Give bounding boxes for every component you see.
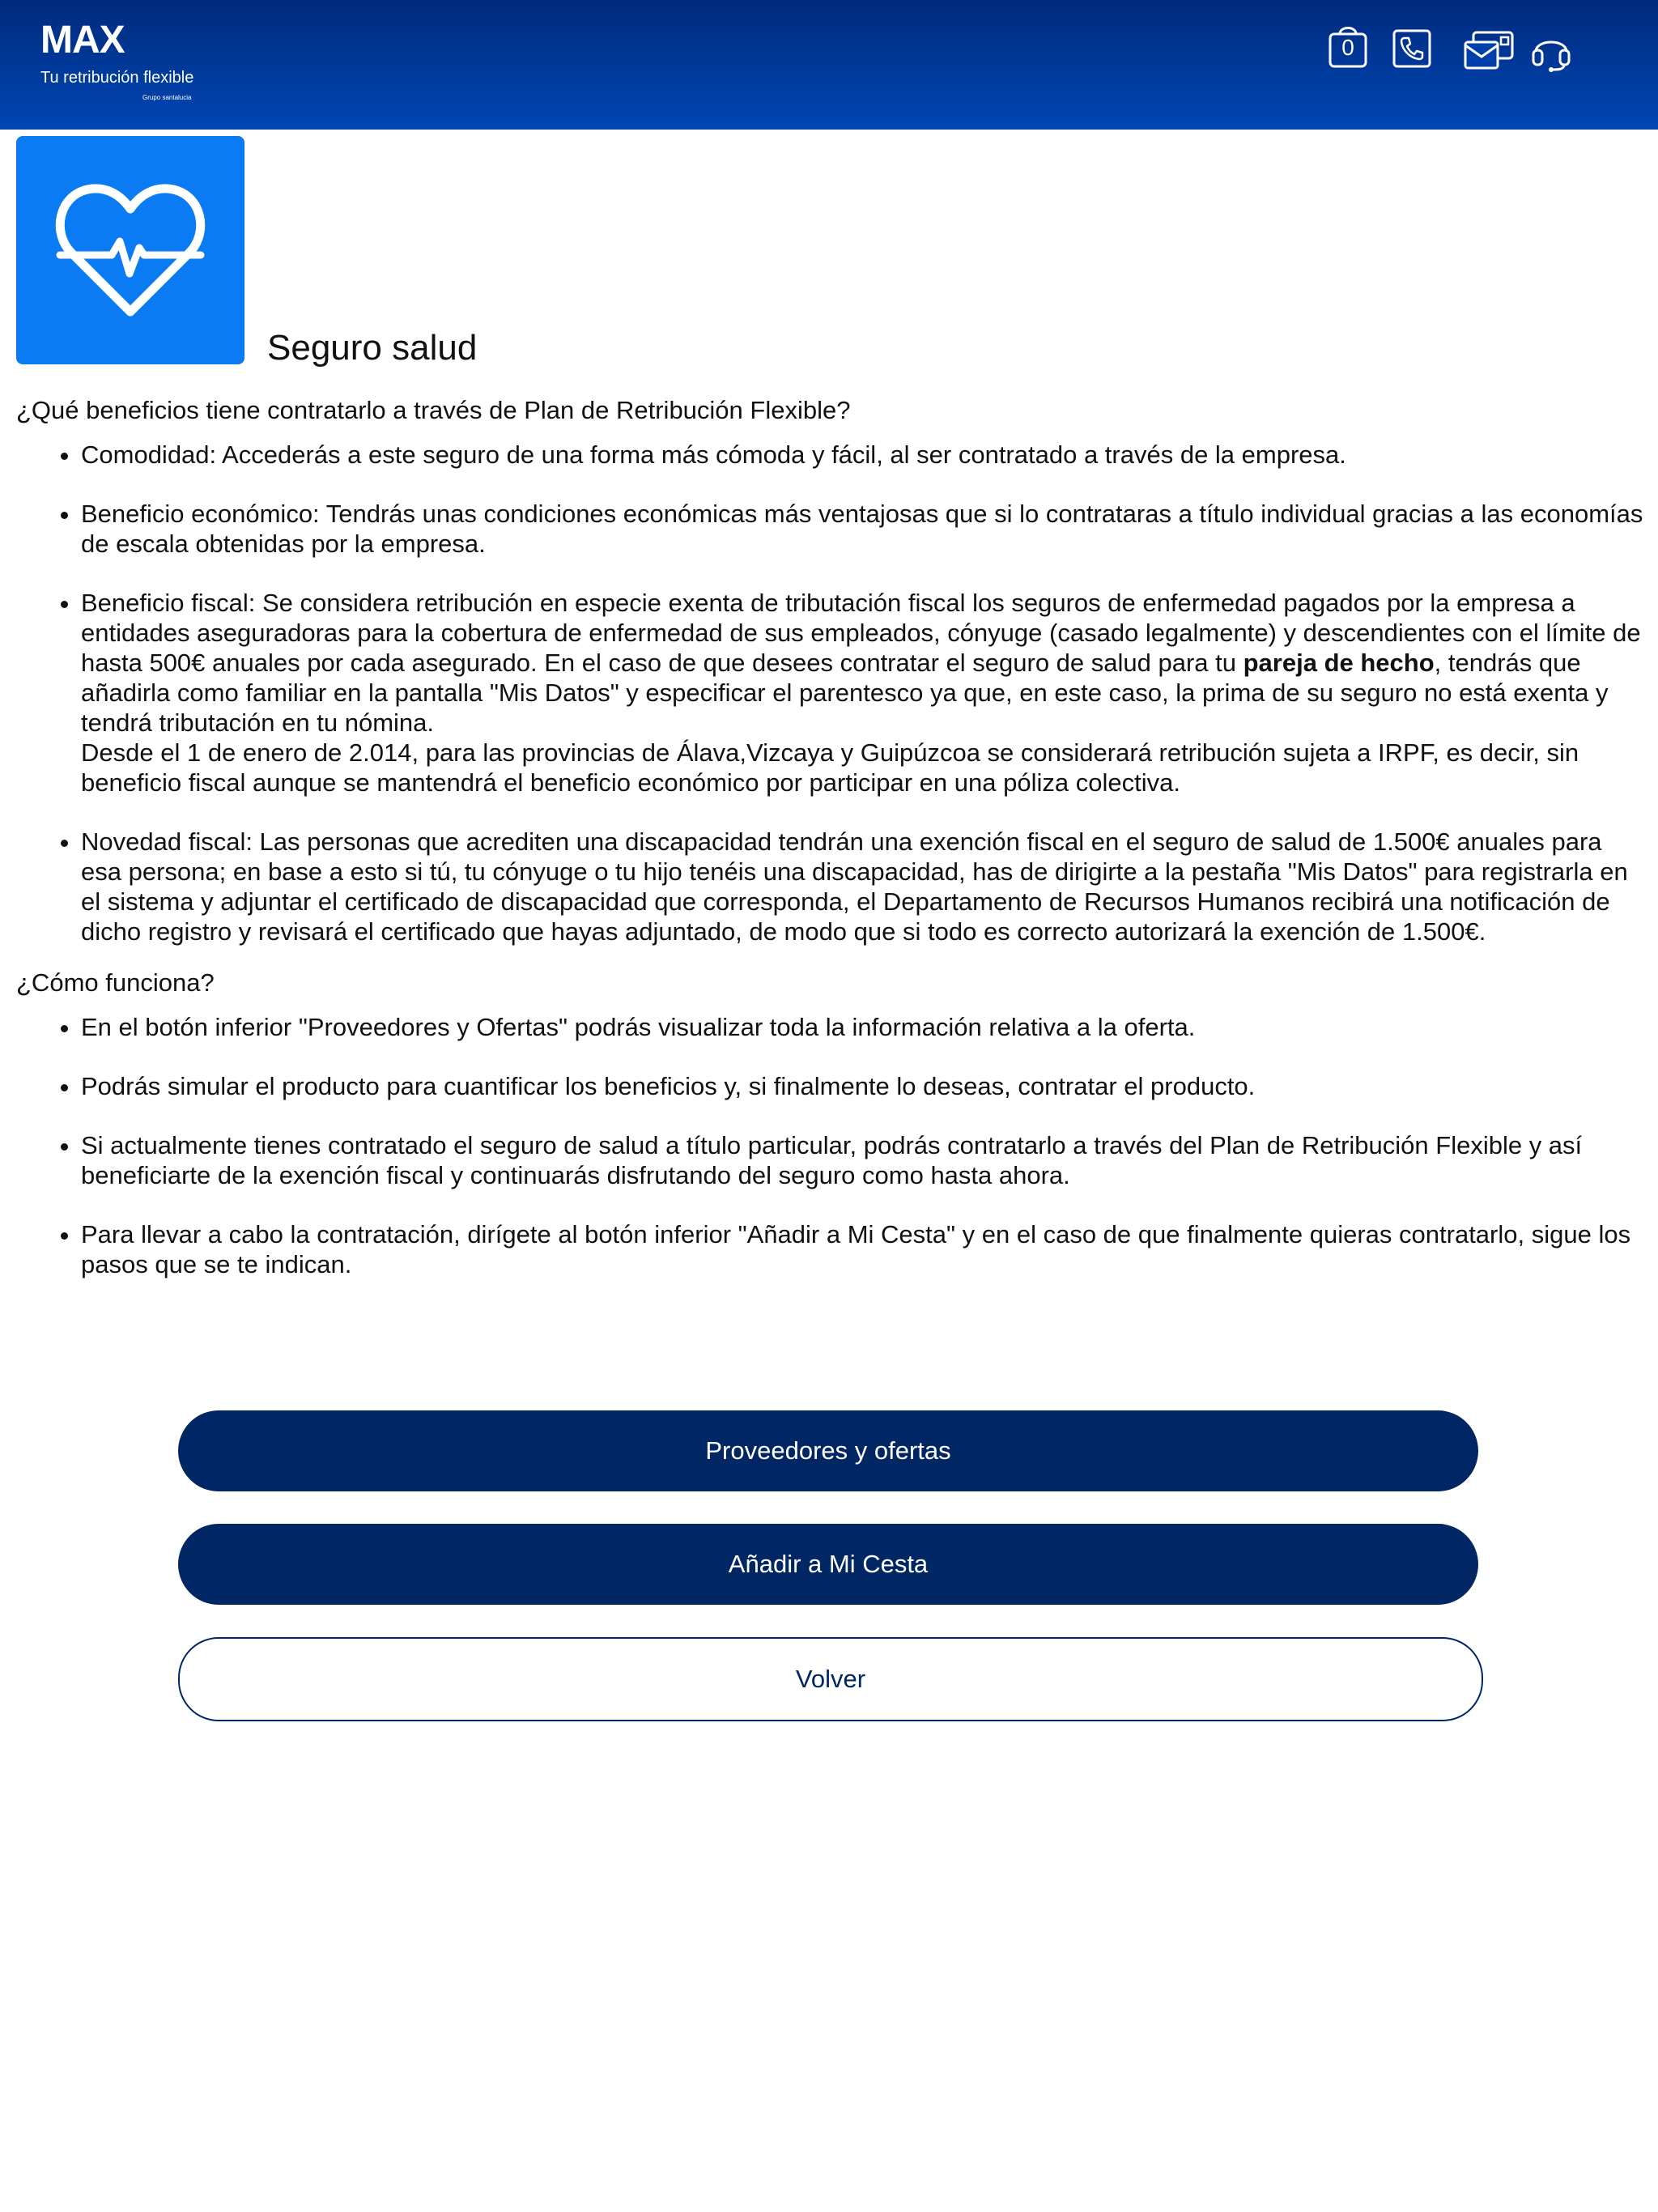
benefits-question: ¿Qué beneficios tiene contratarlo a través de Plan de Retribución Flexible? (16, 396, 851, 424)
how-question: ¿Cómo funciona? (16, 968, 215, 997)
providers-button[interactable]: Proveedores y ofertas (178, 1410, 1478, 1491)
phone-button[interactable] (1389, 26, 1435, 71)
list-item: • Comodidad: Accederás a este seguro de una forma más cómoda y fácil, al ser contratado a través de la empresa. (81, 440, 1643, 470)
logo-title[interactable]: MAX (40, 19, 125, 62)
list-item: • En el botón inferior "Proveedores y Ofertas" podrás visualizar toda la información relativa a la oferta. (81, 1012, 1643, 1042)
cart-count-badge: 0 (1341, 35, 1354, 60)
phone-icon (1389, 26, 1435, 71)
product-icon-tile (16, 136, 244, 364)
app-header (0, 0, 1658, 130)
back-button[interactable]: Volver (178, 1637, 1483, 1721)
support-headset-icon (1528, 28, 1574, 73)
product-description (16, 395, 1643, 1300)
cart-button[interactable] (1323, 21, 1373, 71)
logo-subtitle: Grupo santalucia (142, 94, 192, 101)
benefits-list (16, 440, 1643, 946)
fiscal-text-bold: pareja de hecho (1243, 649, 1435, 677)
list-item: • Podrás simular el producto para cuantificar los beneficios y, si finalmente lo deseas, contratar el producto. (81, 1071, 1643, 1101)
list-item: • Si actualmente tienes contratado el seguro de salud a título particular, podrás contratarlo a través del Plan de Retribución Flexible y así beneficiarte de la exención fiscal y continuarás disfrutando del seguro como hasta ahora. (81, 1130, 1643, 1190)
fiscal-text-start: Beneficio fiscal: Se considera retribución en especie exenta de tributación fiscal los seguros de enfermedad pagados por la empresa a entidades aseguradoras para la cobertura de enfermedad de sus empleados, cónyuge (casado legalmente) y descendientes con el límite de hasta 500€ anuales por cada asegurado. En el caso de que desees contratar el seguro de salud para tu (81, 589, 1641, 677)
fiscal-text-extra: Desde el 1 de enero de 2.014, para las provincias de Álava,Vizcaya y Guipúzcoa se considerará retribución sujeta a IRPF, es decir, sin beneficio fiscal aunque se mantendrá el beneficio económico por participar en una póliza colectiva. (81, 738, 1579, 797)
how-list (16, 1012, 1643, 1279)
heart-pulse-icon (53, 178, 207, 324)
contact-button[interactable] (1462, 28, 1516, 73)
page-title: Seguro salud (267, 328, 478, 368)
logo-tagline: Tu retribución flexible (40, 69, 194, 87)
list-item (81, 588, 1643, 798)
add-to-cart-button[interactable]: Añadir a Mi Cesta (178, 1524, 1478, 1605)
contact-card-icon (1462, 28, 1516, 73)
list-item: • Novedad fiscal: Las personas que acrediten una discapacidad tendrán una exención fiscal en el seguro de salud de 1.500€ anuales para esa persona; en base a esto si tú, tu cónyuge o tu hijo tenéis una discapacidad, has de dirigirte a la pestaña "Mis Datos" para registrarla en el sistema y adjuntar el certificado de discapacidad que corresponda, el Departamento de Recursos Humanos recibirá una notificación de dicho registro y revisará el certificado que hayas adjuntado, de modo que si todo es correcto autorizará la exención de 1.500€. (81, 827, 1643, 946)
list-item: • Para llevar a cabo la contratación, dirígete al botón inferior "Añadir a Mi Cesta" y en el caso de que finalmente quieras contratarlo, sigue los pasos que se te indican. (81, 1219, 1643, 1279)
list-item: • Beneficio económico: Tendrás unas condiciones económicas más ventajosas que si lo contrataras a título individual gracias a las economías de escala obtenidas por la empresa. (81, 499, 1643, 559)
fiscal-text-end: , tendrás que añadirla como familiar en la pantalla "Mis Datos" y especificar el parentesco ya que, en este caso, la prima de su seguro no está exenta y tendrá tributación en tu nómina. (81, 649, 1609, 737)
support-button[interactable] (1528, 28, 1574, 73)
